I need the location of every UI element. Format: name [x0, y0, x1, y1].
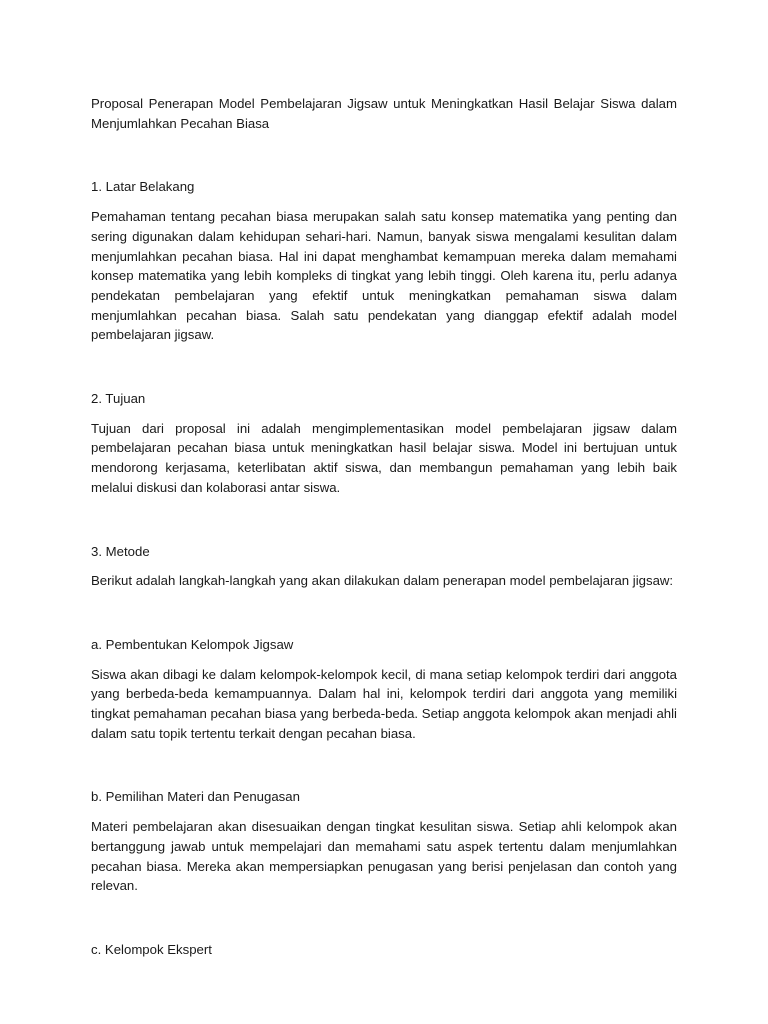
- section-latar-belakang: [91, 177, 677, 345]
- section-paragraph: Materi pembelajaran akan disesuaikan dengan tingkat kesulitan siswa. Setiap ahli kelompok akan bertanggung jawab untuk mempelajari dan memahami satu aspek tertentu dalam menjumlahkan pecahan biasa. Mereka akan mempersiapkan penugasan yang berisi penjelasan dan contoh yang relevan.: [91, 819, 677, 894]
- section-pembentukan-kelompok: [91, 635, 677, 744]
- section-heading: b. Pemilihan Materi dan Penugasan: [91, 789, 300, 805]
- section-heading: 1. Latar Belakang: [91, 179, 195, 195]
- section-paragraph: Siswa akan dibagi ke dalam kelompok-kelompok kecil, di mana setiap kelompok terdiri dari anggota yang berbeda-beda kemampuannya. Dalam hal ini, kelompok terdiri dari anggota yang memiliki tingkat pemahaman pecahan biasa yang berbeda-beda. Setiap anggota kelompok akan menjadi ahli dalam satu topik tertentu terkait dengan pecahan biasa.: [91, 666, 677, 741]
- section-paragraph: Tujuan dari proposal ini adalah mengimplementasikan model pembelajaran jigsaw dalam pembelajaran pecahan biasa untuk meningkatkan hasil belajar siswa. Model ini bertujuan untuk mendorong kerjasama, keterlibatan aktif siswa, dan membangun pemahaman yang lebih baik melalui diskusi dan kolaborasi antar siswa.: [91, 420, 677, 495]
- section-paragraph: Berikut adalah langkah-langkah yang akan dilakukan dalam penerapan model pembelajaran jigsaw:: [91, 573, 674, 589]
- section-kelompok-ekspert: [91, 940, 677, 960]
- section-metode: [91, 542, 677, 591]
- section-tujuan: [91, 389, 677, 498]
- section-heading: 3. Metode: [91, 543, 150, 559]
- section-heading: c. Kelompok Ekspert: [91, 941, 212, 957]
- section-heading: a. Pembentukan Kelompok Jigsaw: [91, 636, 294, 652]
- section-heading: 2. Tujuan: [91, 391, 146, 407]
- document-page: [91, 94, 677, 970]
- section-pemilihan-materi: [91, 787, 677, 896]
- document-title: Proposal Penerapan Model Pembelajaran Jigsaw untuk Meningkatkan Hasil Belajar Siswa dalam Menjumlahkan Pecahan Biasa: [91, 96, 677, 131]
- section-paragraph: Pemahaman tentang pecahan biasa merupakan salah satu konsep matematika yang penting dan sering digunakan dalam kehidupan sehari-hari. Namun, banyak siswa mengalami kesulitan dalam menjumlahkan pecahan biasa. Hal ini dapat menghambat kemampuan mereka dalam memahami konsep matematika yang lebih kompleks di tingkat yang lebih tinggi. Oleh karena itu, perlu adanya pendekatan pembelajaran yang efektif untuk meningkatkan pemahaman siswa dalam menjumlahkan pecahan biasa. Salah satu pendekatan yang dianggap efektif adalah model pembelajaran jigsaw.: [91, 209, 677, 343]
